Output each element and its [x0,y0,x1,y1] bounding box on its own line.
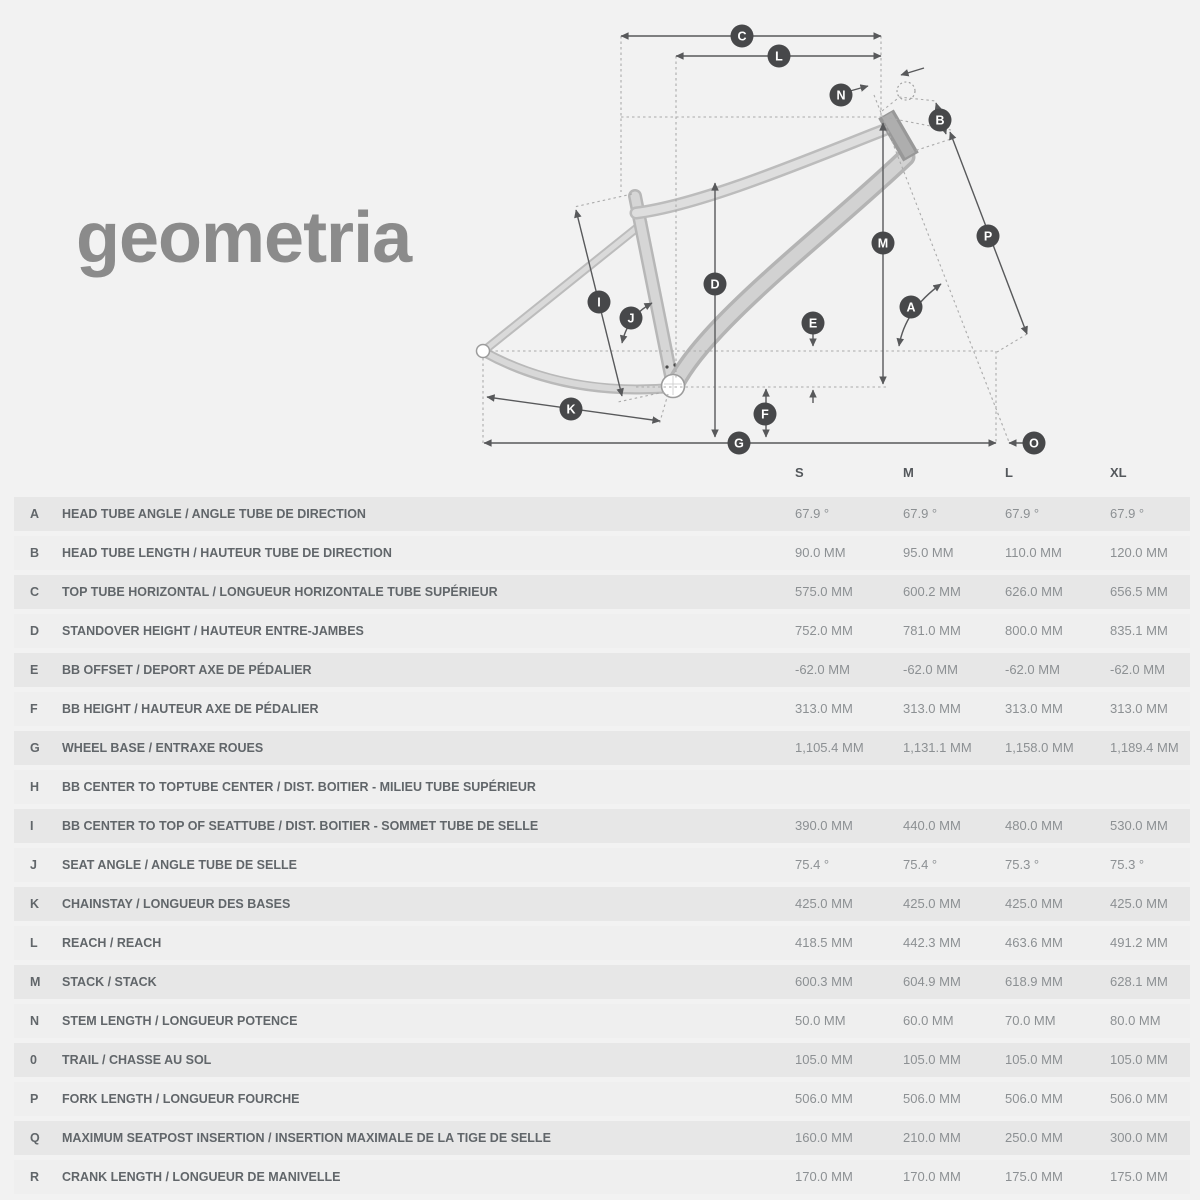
row-value-l: 626.0 MM [1005,584,1063,599]
row-label: BB CENTER TO TOP OF SEATTUBE / DIST. BOITIER - SOMMET TUBE DE SELLE [62,819,539,833]
row-value-m: 105.0 MM [903,1052,961,1067]
measure-arrow-n [850,86,868,91]
table-row [14,1082,1190,1116]
svg-text:C: C [737,29,747,44]
table-row [14,653,1190,687]
row-letter: N [30,1014,40,1028]
row-value-l: 75.3 ° [1005,857,1040,872]
row-value-xl: 491.2 MM [1110,935,1168,950]
diagram-marker-p [977,225,1000,248]
diagram-marker-b [929,109,952,132]
row-value-xl: 656.5 MM [1110,584,1168,599]
row-value-s: 67.9 ° [795,506,830,521]
row-value-m: 1,131.1 MM [903,740,972,755]
svg-text:B: B [935,113,945,128]
row-value-s: 170.0 MM [795,1169,853,1184]
row-label: WHEEL BASE / ENTRAXE ROUES [62,741,264,755]
svg-text:G: G [734,436,744,451]
row-letter: G [30,741,40,755]
table-row [14,731,1190,765]
row-label: CHAINSTAY / LONGUEUR DES BASES [62,897,291,911]
row-value-s: 160.0 MM [795,1130,853,1145]
row-value-l: 1,158.0 MM [1005,740,1074,755]
row-value-l: 70.0 MM [1005,1013,1056,1028]
row-value-m: 170.0 MM [903,1169,961,1184]
row-value-xl: 300.0 MM [1110,1130,1168,1145]
svg-text:N: N [836,88,846,103]
size-header-s: S [795,465,804,480]
row-value-xl: 835.1 MM [1110,623,1168,638]
row-value-xl: 1,189.4 MM [1110,740,1179,755]
table-row [14,1004,1190,1038]
row-label: BB OFFSET / DEPORT AXE DE PÉDALIER [62,663,312,677]
row-value-m: 604.9 MM [903,974,961,989]
row-value-xl: 120.0 MM [1110,545,1168,560]
row-letter: Q [30,1131,40,1145]
row-label: BB HEIGHT / HAUTEUR AXE DE PÉDALIER [62,702,319,716]
row-value-xl: 628.1 MM [1110,974,1168,989]
row-label: HEAD TUBE ANGLE / ANGLE TUBE DE DIRECTION [62,507,366,521]
row-value-m: 506.0 MM [903,1091,961,1106]
row-value-m: 600.2 MM [903,584,961,599]
row-label: HEAD TUBE LENGTH / HAUTEUR TUBE DE DIRECTION [62,546,392,560]
row-value-s: 105.0 MM [795,1052,853,1067]
table-row [14,926,1190,960]
row-value-s: 75.4 ° [795,857,830,872]
table-row [14,770,1190,804]
svg-text:F: F [761,407,769,422]
row-letter: R [30,1170,40,1184]
row-value-xl: 313.0 MM [1110,701,1168,716]
row-letter: C [30,585,40,599]
svg-text:D: D [710,277,720,292]
row-value-s: -62.0 MM [795,662,850,677]
row-value-m: 210.0 MM [903,1130,961,1145]
row-value-m: -62.0 MM [903,662,958,677]
row-value-s: 506.0 MM [795,1091,853,1106]
diagram-marker-o [1023,432,1046,455]
row-value-m: 313.0 MM [903,701,961,716]
table-row [14,692,1190,726]
row-value-m: 425.0 MM [903,896,961,911]
diagram-marker-d [704,273,727,296]
table-row [14,848,1190,882]
diagram-marker-g [728,432,751,455]
row-label: STACK / STACK [62,975,157,989]
row-value-s: 418.5 MM [795,935,853,950]
size-header-xl: XL [1110,465,1127,480]
row-value-l: 105.0 MM [1005,1052,1063,1067]
row-value-xl: 530.0 MM [1110,818,1168,833]
row-value-l: -62.0 MM [1005,662,1060,677]
row-label: REACH / REACH [62,936,162,950]
row-value-m: 67.9 ° [903,506,938,521]
table-row [14,965,1190,999]
svg-text:O: O [1029,436,1039,451]
table-row [14,497,1190,531]
row-letter: J [30,858,37,872]
row-letter: H [30,780,40,794]
geometry-table-rows [14,497,1190,1194]
diagram-marker-c [731,25,754,48]
svg-text:A: A [906,300,916,315]
row-value-m: 95.0 MM [903,545,954,560]
measure-arrow-stem [901,68,924,75]
diagram-marker-n [830,84,853,107]
svg-text:K: K [566,402,576,417]
svg-text:M: M [877,236,889,251]
diagram-marker-k [560,398,583,421]
table-row [14,614,1190,648]
row-value-l: 110.0 MM [1005,545,1062,560]
row-value-l: 463.6 MM [1005,935,1063,950]
table-row [14,575,1190,609]
row-letter: 0 [30,1053,37,1067]
row-value-l: 250.0 MM [1005,1130,1063,1145]
svg-text:J: J [627,311,635,326]
size-header-row [14,455,1190,497]
bike-frame-illustration [477,114,912,398]
row-value-s: 1,105.4 MM [795,740,864,755]
bike-geometry-diagram [0,0,1200,460]
row-letter: M [30,975,41,989]
row-value-xl: -62.0 MM [1110,662,1165,677]
row-value-xl: 67.9 ° [1110,506,1145,521]
row-value-l: 67.9 ° [1005,506,1040,521]
row-value-m: 442.3 MM [903,935,961,950]
row-label: STEM LENGTH / LONGUEUR POTENCE [62,1014,298,1028]
row-label: BB CENTER TO TOPTUBE CENTER / DIST. BOITIER - MILIEU TUBE SUPÉRIEUR [62,780,536,794]
table-row [14,1160,1190,1194]
row-label: SEAT ANGLE / ANGLE TUBE DE SELLE [62,858,297,872]
svg-text:P: P [983,229,993,244]
row-value-xl: 175.0 MM [1110,1169,1168,1184]
table-row [14,1121,1190,1155]
row-value-l: 800.0 MM [1005,623,1063,638]
table-row [14,809,1190,843]
row-letter: A [30,507,40,521]
row-value-xl: 425.0 MM [1110,896,1168,911]
row-letter: I [30,819,34,833]
row-label: TRAIL / CHASSE AU SOL [62,1053,212,1067]
row-value-m: 60.0 MM [903,1013,954,1028]
row-label: CRANK LENGTH / LONGUEUR DE MANIVELLE [62,1170,341,1184]
page-title: geometria [76,198,412,278]
row-value-m: 440.0 MM [903,818,961,833]
row-value-s: 390.0 MM [795,818,853,833]
diagram-marker-l [768,45,791,68]
row-letter: D [30,624,40,638]
row-value-s: 600.3 MM [795,974,853,989]
svg-text:E: E [808,316,818,331]
row-value-l: 506.0 MM [1005,1091,1063,1106]
table-row [14,887,1190,921]
diagram-marker-j [620,307,643,330]
row-letter: L [30,936,38,950]
size-header-m: M [903,465,914,480]
row-value-xl: 75.3 ° [1110,857,1145,872]
row-value-xl: 80.0 MM [1110,1013,1161,1028]
row-value-s: 575.0 MM [795,584,853,599]
row-value-s: 425.0 MM [795,896,853,911]
row-label: FORK LENGTH / LONGUEUR FOURCHE [62,1092,300,1106]
size-header-l: L [1005,465,1013,480]
row-letter: K [30,897,40,911]
diagram-marker-m [872,232,895,255]
row-value-m: 781.0 MM [903,623,961,638]
row-value-l: 618.9 MM [1005,974,1063,989]
svg-text:I: I [597,295,601,310]
diagram-marker-e [802,312,825,335]
row-value-s: 313.0 MM [795,701,853,716]
row-label: TOP TUBE HORIZONTAL / LONGUEUR HORIZONTALE TUBE SUPÉRIEUR [62,585,498,599]
row-value-l: 175.0 MM [1005,1169,1063,1184]
row-value-l: 425.0 MM [1005,896,1063,911]
row-letter: E [30,663,39,677]
row-value-l: 313.0 MM [1005,701,1063,716]
row-value-xl: 105.0 MM [1110,1052,1168,1067]
row-value-s: 50.0 MM [795,1013,846,1028]
diagram-marker-f [754,403,777,426]
row-value-xl: 506.0 MM [1110,1091,1168,1106]
diagram-marker-i [588,291,611,314]
row-letter: P [30,1092,39,1106]
row-value-m: 75.4 ° [903,857,938,872]
geometry-table [14,455,1190,1199]
row-value-s: 752.0 MM [795,623,853,638]
table-row [14,1043,1190,1077]
row-label: MAXIMUM SEATPOST INSERTION / INSERTION MAXIMALE DE LA TIGE DE SELLE [62,1131,551,1145]
row-label: STANDOVER HEIGHT / HAUTEUR ENTRE-JAMBES [62,624,364,638]
row-letter: F [30,702,38,716]
row-value-s: 90.0 MM [795,545,846,560]
svg-text:L: L [775,49,783,64]
diagram-marker-a [900,296,923,319]
row-value-l: 480.0 MM [1005,818,1063,833]
table-row [14,536,1190,570]
row-letter: B [30,546,40,560]
